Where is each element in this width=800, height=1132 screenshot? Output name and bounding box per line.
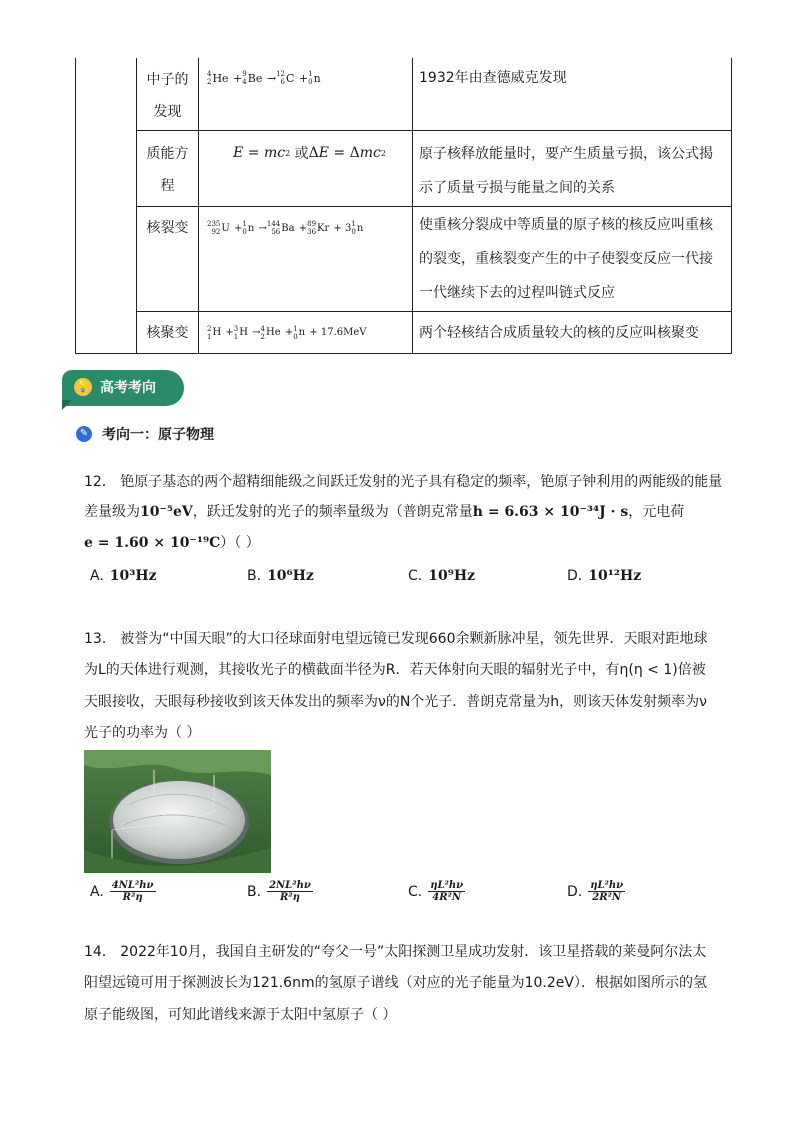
q12-option-c[interactable] <box>408 568 475 584</box>
formula-fission: 235 92 U + 1 0 n → 144 56 Ba + 89 36 Kr + 3 1 0 n <box>207 220 364 236</box>
label-text: 核裂变 <box>146 220 189 236</box>
q13-line3: 天眼接收，天眼每秒接收到该天体发出的频率为ν的N个光子．普朗克常量为h，则该天体发射频率为ν <box>84 694 707 710</box>
table-row-desc <box>413 136 741 206</box>
option-letter: C. <box>408 568 423 584</box>
label-text: 发现 <box>153 104 182 120</box>
option-fraction <box>110 880 156 903</box>
q14-line3: 原子能级图，可知此谱线来源于太阳中氢原子（ ） <box>84 1007 397 1023</box>
table-row-desc <box>413 208 741 310</box>
option-value: 10¹²Hz <box>588 568 642 584</box>
q13-option-c[interactable] <box>408 880 465 903</box>
desc-text: 1932年由查德威克发现 <box>419 70 567 86</box>
label-text: 质能方 <box>146 146 189 162</box>
option-fraction <box>428 880 465 903</box>
math-charge: e = 1.60 × 10⁻¹⁹C <box>84 535 221 551</box>
q12-line3 <box>84 528 260 558</box>
desc-text: 原子核释放能量时，要产生质量亏损，该公式揭 <box>419 146 713 162</box>
q12-option-d[interactable] <box>567 568 641 584</box>
q13-line1: 13． 被誉为“中国天眼”的大口径球面射电望远镜已发现660余颗新脉冲星，领先世界．天眼对距地球 <box>84 631 708 647</box>
option-fraction <box>267 880 313 903</box>
option-value: 10⁶Hz <box>267 568 314 584</box>
text: ）（ ） <box>220 535 260 551</box>
fraction-numerator: 2NL²hν <box>269 880 311 891</box>
desc-text: 使重核分裂成中等质量的原子核的核反应叫重核 <box>419 217 713 233</box>
section-tab-fold <box>62 400 72 410</box>
desc-text: 一代继续下去的过程叫链式反应 <box>419 285 615 301</box>
q12-line2 <box>84 497 684 527</box>
pencil-icon: ✎ <box>76 426 92 442</box>
option-letter: B. <box>247 883 262 900</box>
subsection-header <box>76 423 214 445</box>
section-title: 高考考向 <box>100 380 156 396</box>
q13-option-a[interactable] <box>90 880 156 903</box>
label-text: 中子的 <box>146 72 189 88</box>
formula-mass-energy: E = mc 2 或 Δ E = Δ mc 2 <box>233 145 386 162</box>
formula-fusion: 2 1 H + 3 1 H → 4 2 He + 1 0 n + 17.6MeV <box>207 324 367 341</box>
table-row-label <box>137 312 198 353</box>
physics-table <box>75 58 732 354</box>
q13-line4: 光子的功率为（ ） <box>84 725 201 741</box>
option-letter: C. <box>408 883 423 900</box>
option-fraction <box>588 880 625 903</box>
option-letter: A. <box>90 568 104 584</box>
desc-text: 的裂变，重核裂变产生的中子使裂变反应一代接 <box>419 251 713 267</box>
option-value: 10⁹Hz <box>428 568 476 584</box>
label-text: 核聚变 <box>146 324 189 341</box>
q13-option-b[interactable] <box>247 880 313 903</box>
table-row-desc <box>413 312 741 353</box>
table-row-label <box>137 138 198 202</box>
q13-option-d[interactable] <box>567 880 625 903</box>
text: ，元电荷 <box>628 504 685 520</box>
fraction-denominator: 2R²N <box>592 892 622 903</box>
desc-text: 两个轻核结合成质量较大的核的反应叫核聚变 <box>419 324 699 341</box>
lightbulb-icon: 💡 <box>74 378 92 396</box>
option-letter: A. <box>90 883 104 900</box>
fast-telescope-photo <box>84 750 271 873</box>
subsection-title: 考向一：原子物理 <box>102 427 214 443</box>
q14-line1: 14． 2022年10月，我国自主研发的“夸父一号”太阳探测卫星成功发射．该卫星搭载的莱曼阿尔法太 <box>84 944 707 960</box>
table-row-desc <box>413 58 733 98</box>
math-planck: h = 6.63 × 10⁻³⁴J · s <box>472 504 629 520</box>
formula-neutron-discovery: 4 2 He + 9 4 Be → 12 6 C + 1 0 n <box>207 70 321 86</box>
option-value: 10³Hz <box>109 568 157 584</box>
q12-option-b[interactable] <box>247 568 314 584</box>
fraction-numerator: ηL²hν <box>430 880 464 891</box>
fraction-numerator: ηL²hν <box>590 880 624 891</box>
math-energy: 10⁻⁵eV <box>140 504 193 520</box>
q14-line2: 阳望远镜可用于探测波长为121.6nm的氢原子谱线（对应的光子能量为10.2eV）．根据如图所示的氢 <box>84 975 707 991</box>
table-row-label <box>137 208 198 248</box>
fraction-denominator: 4R²N <box>432 892 462 903</box>
option-letter: D. <box>567 568 583 584</box>
fraction-denominator: R²η <box>279 892 300 903</box>
text: ，跃迁发射的光子的频率量级为（普朗克常量 <box>192 504 473 520</box>
option-letter: B. <box>247 568 262 584</box>
table-row-label <box>137 62 198 130</box>
q12-line1: 12． 铯原子基态的两个超精细能级之间跃迁发射的光子具有稳定的频率，铯原子钟利用的两能级的能量 <box>84 474 723 490</box>
desc-text: 示了质量亏损与能量之间的关系 <box>419 180 615 196</box>
text: 差量级为 <box>84 504 140 520</box>
section-header <box>62 370 184 410</box>
fraction-denominator: R²η <box>122 892 143 903</box>
option-letter: D. <box>567 883 583 900</box>
fraction-numerator: 4NL²hν <box>111 880 154 891</box>
label-text: 程 <box>160 178 175 194</box>
q12-option-a[interactable] <box>90 568 157 584</box>
q13-line2: 为L的天体进行观测，其接收光子的横截面半径为R．若天体射向天眼的辐射光子中，有η(η < 1)倍被 <box>84 662 706 678</box>
